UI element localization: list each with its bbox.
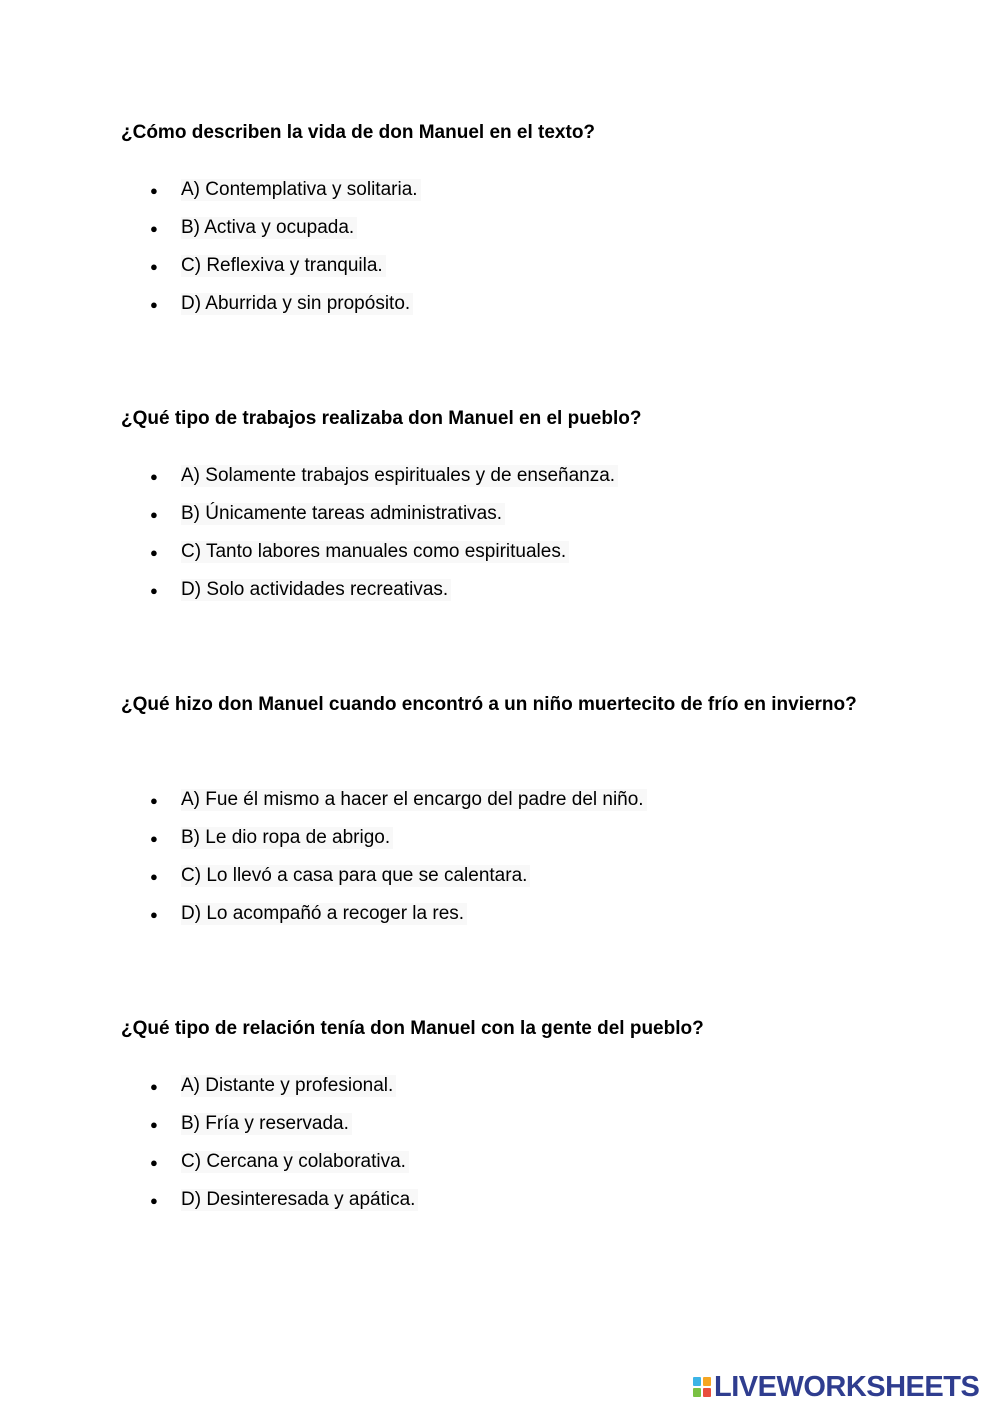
list-item[interactable] — [150, 533, 618, 571]
bullet-icon: ● — [150, 468, 158, 484]
list-item[interactable] — [150, 171, 421, 209]
liveworksheets-logo-text: LIVEWORKSHEETS — [714, 1370, 980, 1403]
bullet-icon: ● — [150, 296, 158, 312]
bullet-icon: ● — [150, 182, 158, 198]
bullet-icon: ● — [150, 868, 158, 884]
question-3-title: ¿Qué hizo don Manuel cuando encontró a un niño muertecito de frío en invierno? — [121, 694, 857, 715]
option-text: A) Distante y profesional. — [181, 1075, 396, 1097]
list-item[interactable] — [150, 457, 618, 495]
list-item[interactable] — [150, 895, 647, 933]
option-text: A) Fue él mismo a hacer el encargo del padre del niño. — [181, 789, 647, 811]
logo-block-2 — [703, 1377, 711, 1386]
option-text: B) Fría y reservada. — [181, 1113, 352, 1135]
list-item[interactable] — [150, 857, 647, 895]
list-item[interactable] — [150, 285, 421, 323]
bullet-icon: ● — [150, 544, 158, 560]
bullet-icon: ● — [150, 1078, 158, 1094]
bullet-icon: ● — [150, 506, 158, 522]
bullet-icon: ● — [150, 830, 158, 846]
list-item[interactable] — [150, 819, 647, 857]
option-text: B) Le dio ropa de abrigo. — [181, 827, 393, 849]
option-text: A) Contemplativa y solitaria. — [181, 179, 421, 201]
question-1-options — [150, 171, 421, 323]
bullet-icon: ● — [150, 1154, 158, 1170]
liveworksheets-logo-icon — [692, 1376, 712, 1398]
logo-block-3 — [693, 1388, 701, 1397]
list-item[interactable] — [150, 209, 421, 247]
logo-block-1 — [693, 1377, 701, 1386]
option-text: A) Solamente trabajos espirituales y de enseñanza. — [181, 465, 618, 487]
option-text: C) Cercana y colaborativa. — [181, 1151, 409, 1173]
option-text: D) Lo acompañó a recoger la res. — [181, 903, 467, 925]
list-item[interactable] — [150, 1143, 418, 1181]
question-4-title: ¿Qué tipo de relación tenía don Manuel con la gente del pueblo? — [121, 1018, 704, 1039]
list-item[interactable] — [150, 781, 647, 819]
logo-block-4 — [703, 1388, 711, 1397]
option-text: B) Activa y ocupada. — [181, 217, 357, 239]
bullet-icon: ● — [150, 258, 158, 274]
question-1-title: ¿Cómo describen la vida de don Manuel en el texto? — [121, 122, 596, 143]
option-text: D) Solo actividades recreativas. — [181, 579, 451, 601]
question-3-options — [150, 781, 647, 933]
option-text: D) Aburrida y sin propósito. — [181, 293, 413, 315]
question-2-title: ¿Qué tipo de trabajos realizaba don Manuel en el pueblo? — [121, 408, 642, 429]
bullet-icon: ● — [150, 792, 158, 808]
liveworksheets-logo — [692, 1372, 979, 1402]
question-4-options — [150, 1067, 418, 1219]
list-item[interactable] — [150, 1105, 418, 1143]
bullet-icon: ● — [150, 220, 158, 236]
option-text: D) Desinteresada y apática. — [181, 1189, 418, 1211]
list-item[interactable] — [150, 571, 618, 609]
option-text: C) Reflexiva y tranquila. — [181, 255, 386, 277]
list-item[interactable] — [150, 1181, 418, 1219]
bullet-icon: ● — [150, 582, 158, 598]
bullet-icon: ● — [150, 1116, 158, 1132]
list-item[interactable] — [150, 247, 421, 285]
bullet-icon: ● — [150, 1192, 158, 1208]
question-2-options — [150, 457, 618, 609]
list-item[interactable] — [150, 495, 618, 533]
bullet-icon: ● — [150, 906, 158, 922]
option-text: C) Lo llevó a casa para que se calentara. — [181, 865, 530, 887]
option-text: C) Tanto labores manuales como espirituales. — [181, 541, 569, 563]
list-item[interactable] — [150, 1067, 418, 1105]
option-text: B) Únicamente tareas administrativas. — [181, 503, 505, 525]
